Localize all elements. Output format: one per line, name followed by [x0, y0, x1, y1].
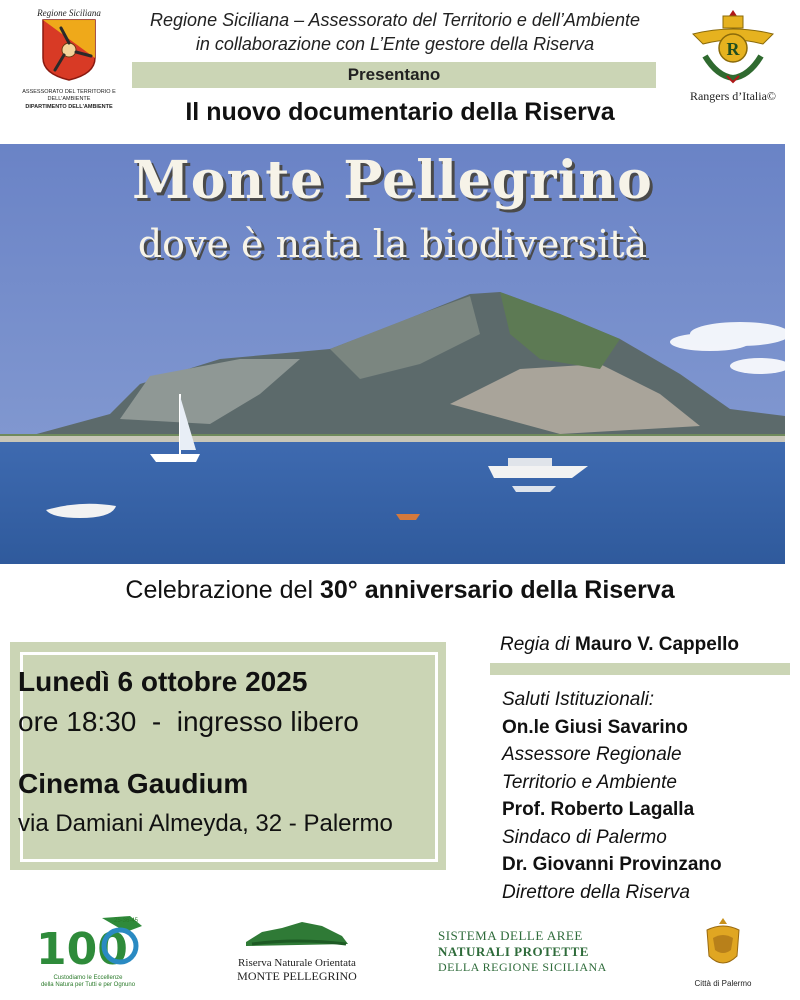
header-line-2: in collaborazione con L’Ente gestore della Riserva: [195, 34, 595, 54]
header-line-1: Regione Siciliana – Assessorato del Territorio e dell’Ambiente: [150, 10, 640, 30]
celebration-line: [0, 576, 800, 605]
event-date: Lunedì 6 ottobre 2025: [18, 666, 308, 697]
documentary-title: Il nuovo documentario della Riserva: [185, 98, 615, 126]
speaker-role-1b: Territorio e Ambiente: [502, 771, 677, 793]
sistema-aree-protette-logo: [438, 928, 624, 975]
citta-di-palermo-logo: [690, 916, 756, 990]
poster-title: Monte Pellegrino: [132, 150, 653, 211]
greetings-heading: Saluti Istituzionali:: [502, 689, 655, 710]
palermo-eagle-crest-icon: [701, 916, 745, 974]
rangers-label: Rangers d’Italia©: [689, 89, 777, 103]
region-logo-sub2: DIPARTIMENTO DELL'AMBIENTE: [25, 104, 113, 110]
centenary-100-icon: [30, 912, 146, 970]
trinacria-shield-icon: [39, 18, 99, 82]
celebration-prefix: Celebrazione del: [125, 576, 320, 604]
riserva-line1: Riserva Naturale Orientata: [238, 957, 356, 969]
speaker-role-1a: Assessore Regionale: [502, 744, 682, 765]
event-address: via Damiani Almeyda, 32 - Palermo: [18, 810, 393, 837]
speaker-name-1: On.le Giusi Savarino: [502, 716, 688, 738]
mountain-silhouette-icon: [242, 918, 352, 952]
centenary-dates: 25-36-45: [113, 918, 139, 924]
poster-subtitle: dove è nata la biodiversità: [137, 222, 648, 266]
sistema-line3: DELLA REGIONE SICILIANA: [438, 960, 607, 974]
centenary-logo: [30, 912, 146, 992]
sistema-line1: SISTEMA DELLE AREE: [438, 928, 583, 943]
divider-bar: [490, 663, 790, 675]
region-logo-label: Regione Siciliana: [37, 8, 101, 18]
riserva-line2: MONTE PELLEGRINO: [237, 969, 357, 983]
institutional-greetings: [502, 686, 792, 906]
riserva-monte-pellegrino-logo: [222, 918, 372, 988]
centenary-line1: Custodiamo le Eccellenze: [53, 975, 123, 981]
speaker-role-3: Direttore della Riserva: [502, 881, 690, 903]
speaker-name-2: Prof. Roberto Lagalla: [502, 799, 695, 820]
centenary-number: 100: [36, 924, 128, 970]
citta-label: Città di Palermo: [694, 979, 752, 988]
presentano-bar: Presentano: [132, 62, 656, 88]
speaker-role-2: Sindaco di Palermo: [502, 826, 667, 848]
rangers-letter: R: [726, 39, 740, 59]
celebration-highlight: 30° anniversario della Riserva: [319, 576, 675, 604]
director-credit: [500, 634, 739, 656]
centenary-line2: della Natura per Tutti e per Ognuno: [40, 982, 136, 988]
event-venue: Cinema Gaudium: [18, 768, 249, 799]
rangers-emblem-icon: [683, 6, 783, 86]
director-name: Mauro V. Cappello: [575, 634, 739, 655]
sistema-line2: NATURALI PROTETTE: [438, 944, 589, 959]
rangers-italia-logo: [676, 6, 790, 110]
event-time: ore 18:30 - ingresso libero: [18, 706, 359, 737]
regione-siciliana-logo: [22, 8, 116, 112]
director-prefix: Regia di: [500, 634, 575, 655]
region-logo-sub1: ASSESSORATO DEL TERRITORIO E DELL'AMBIENTE: [22, 89, 116, 102]
speaker-name-3: Dr. Giovanni Provinzano: [502, 854, 722, 875]
